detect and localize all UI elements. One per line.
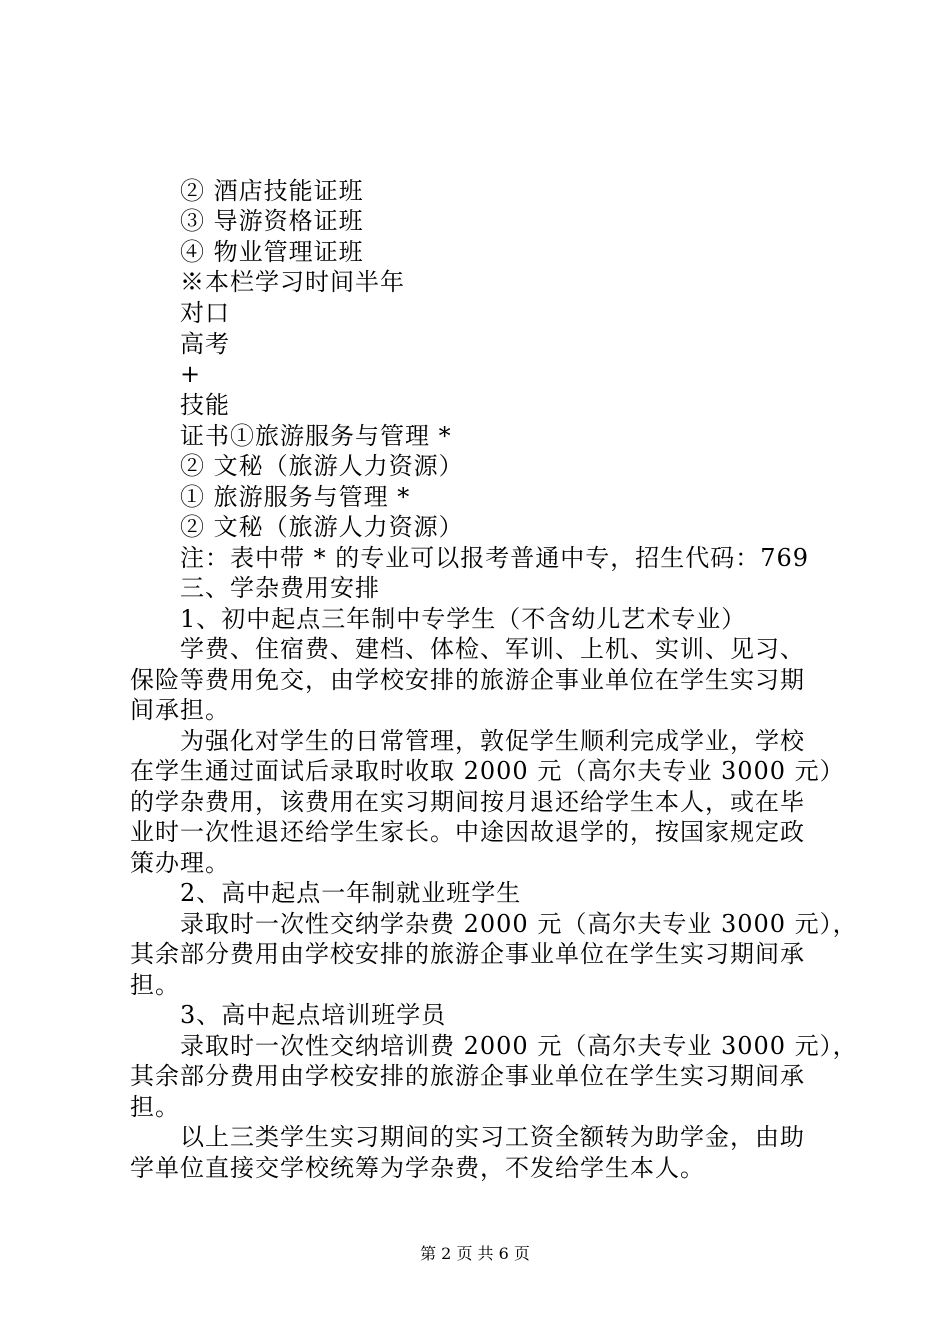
list-item-tourism-service: 证书①旅游服务与管理 * bbox=[180, 422, 452, 450]
list-item-hotel-skills: ② 酒店技能证班 bbox=[180, 177, 364, 205]
paragraph-line: 其余部分费用由学校安排的旅游企事业单位在学生实习期间承 bbox=[130, 1062, 805, 1090]
paragraph-line: 录取时一次性交纳培训费 2000 元（高尔夫专业 3000 元）， bbox=[180, 1032, 858, 1060]
note-study-duration: ※本栏学习时间半年 bbox=[180, 268, 405, 296]
paragraph-line: 担。 bbox=[130, 971, 180, 999]
subsection-heading: 3、高中起点培训班学员 bbox=[180, 1001, 447, 1029]
paragraph-line: 以上三类学生实习期间的实习工资全额转为助学金，由助 bbox=[180, 1123, 805, 1151]
list-item-secretary: ② 文秘（旅游人力资源） bbox=[180, 452, 464, 480]
paragraph-line: 业时一次性退还给学生家长。中途因故退学的，按国家规定政 bbox=[130, 818, 805, 846]
list-item-tour-guide: ③ 导游资格证班 bbox=[180, 207, 364, 235]
subsection-heading: 1、初中起点三年制中专学生（不含幼儿艺术专业） bbox=[180, 605, 747, 633]
text-line: 技能 bbox=[180, 391, 230, 419]
list-item-tourism-service: ① 旅游服务与管理 * bbox=[180, 483, 411, 511]
page-footer: 第 2 页 共 6 页 bbox=[420, 1244, 530, 1263]
subsection-heading: 2、高中起点一年制就业班学生 bbox=[180, 879, 522, 907]
paragraph-line: 其余部分费用由学校安排的旅游企事业单位在学生实习期间承 bbox=[130, 940, 805, 968]
paragraph-line: 学单位直接交学校统筹为学杂费，不发给学生本人。 bbox=[130, 1154, 705, 1182]
paragraph-line: 的学杂费用，该费用在实习期间按月退还给学生本人，或在毕 bbox=[130, 788, 805, 816]
paragraph-line: 担。 bbox=[130, 1093, 180, 1121]
table-note: 注：表中带 * 的专业可以报考普通中专，招生代码：769 bbox=[180, 544, 810, 572]
list-item-secretary: ② 文秘（旅游人力资源） bbox=[180, 513, 464, 541]
text-line: 高考 bbox=[180, 330, 230, 358]
paragraph-line: 策办理。 bbox=[130, 849, 230, 877]
paragraph-line: 保险等费用免交，由学校安排的旅游企事业单位在学生实习期 bbox=[130, 666, 805, 694]
text-line: 对口 bbox=[180, 299, 230, 327]
list-item-property-management: ④ 物业管理证班 bbox=[180, 238, 364, 266]
paragraph-line: 为强化对学生的日常管理，敦促学生顺利完成学业，学校 bbox=[180, 727, 805, 755]
paragraph-line: 录取时一次性交纳学杂费 2000 元（高尔夫专业 3000 元）， bbox=[180, 910, 858, 938]
paragraph-line: 学费、住宿费、建档、体检、军训、上机、实训、见习、 bbox=[180, 635, 805, 663]
paragraph-line: 在学生通过面试后录取时收取 2000 元（高尔夫专业 3000 元） bbox=[130, 757, 845, 785]
text-line: + bbox=[180, 360, 202, 388]
section-heading: 三、学杂费用安排 bbox=[180, 574, 380, 602]
paragraph-line: 间承担。 bbox=[130, 696, 230, 724]
